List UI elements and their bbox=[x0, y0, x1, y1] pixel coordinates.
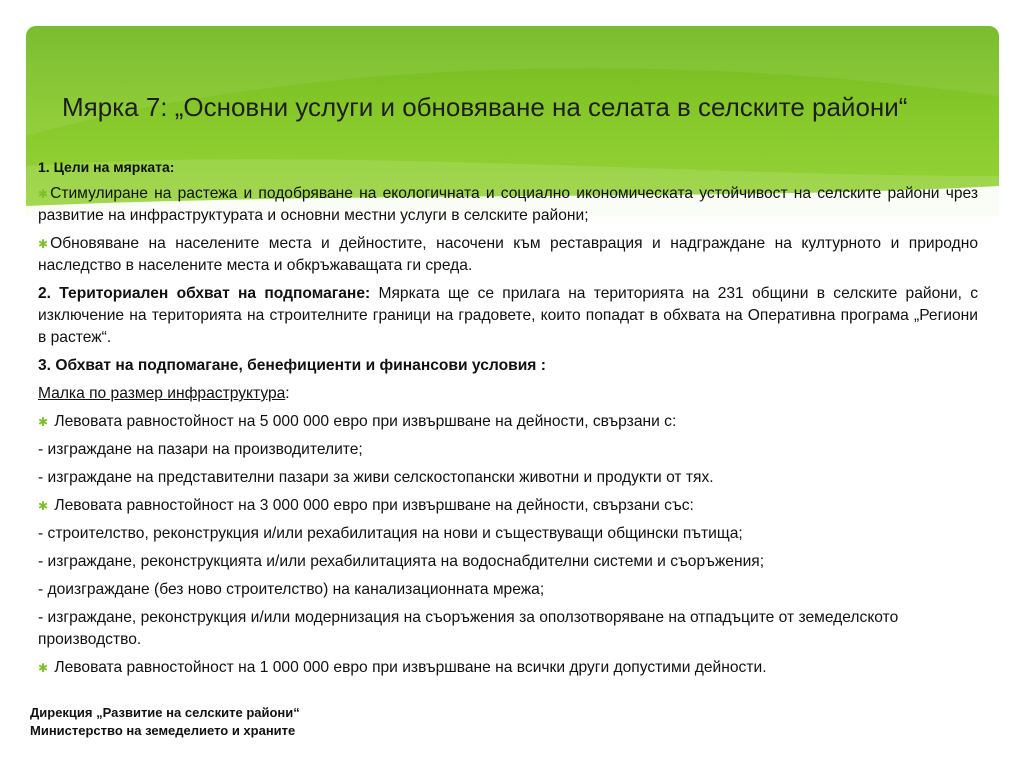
scope-paragraph bbox=[38, 283, 978, 349]
small-infra-colon: : bbox=[285, 385, 290, 402]
funding-item bbox=[38, 657, 978, 679]
bullet-star-icon: ✱ bbox=[38, 187, 49, 201]
slide-content bbox=[38, 156, 978, 685]
footer-ministry: Министерство на земеделието и храните bbox=[30, 723, 296, 738]
activity-line: - доизграждане (без ново строителство) на канализационната мрежа; bbox=[38, 581, 545, 598]
slide-title: Мярка 7: „Основни услуги и обновяване на селата в селските райони“ bbox=[62, 92, 908, 122]
small-infra-label: Малка по размер инфраструктура bbox=[38, 385, 286, 402]
scope-label: 2. Териториален обхват на подпомагане: bbox=[38, 285, 371, 302]
bullet-star-icon: ✱ bbox=[38, 415, 49, 429]
funding-item bbox=[38, 495, 978, 517]
section3-heading: 3. Обхват на подпомагане, бенефициенти и финансови условия : bbox=[38, 357, 546, 374]
activity-line: - строителство, реконструкция и/или рехабилитация на нови и съществуващи общински пътища; bbox=[38, 525, 743, 542]
goal-text: Обновяване на населените места и дейностите, насочени към реставрация и надграждане на културното и природно наследство в населените места и обкръжаващата ги среда. bbox=[38, 235, 978, 274]
activity-line: - изграждане на пазари на производителите; bbox=[38, 441, 363, 458]
small-infra-line bbox=[38, 383, 978, 405]
activity-line: - изграждане, реконструкция и/или модернизация на съоръжения за оползотворяване на отпадъците от земеделското производство. bbox=[38, 609, 899, 648]
goals-heading: 1. Цели на мярката: bbox=[38, 159, 175, 175]
activity-line: - изграждане, реконструкцията и/или рехабилитацията на водоснабдителни системи и съоръжения; bbox=[38, 553, 765, 570]
bullet-star-icon: ✱ bbox=[38, 661, 49, 675]
goal-item bbox=[38, 183, 978, 227]
bullet-star-icon: ✱ bbox=[38, 237, 49, 251]
scope-text: Мярката ще се прилага на територията на 231 общини в селските райони, с изключение на територията на строителните граници на градовете, които попадат в обхвата на Оперативна програма „Региони в растеж“. bbox=[38, 285, 979, 346]
footer-directorate: Дирекция „Развитие на селските райони“ bbox=[30, 705, 300, 720]
footer bbox=[30, 704, 300, 740]
goal-item bbox=[38, 233, 978, 277]
bullet-star-icon: ✱ bbox=[38, 499, 49, 513]
funding-text: Левовата равностойност на 1 000 000 евро при извършване на всички други допустими дейности. bbox=[50, 659, 767, 676]
funding-item bbox=[38, 411, 978, 433]
activity-line: - изграждане на представителни пазари за живи селскостопански животни и продукти от тях. bbox=[38, 469, 714, 486]
funding-text: Левовата равностойност на 5 000 000 евро при извършване на дейности, свързани с: bbox=[50, 413, 677, 430]
funding-text: Левовата равностойност на 3 000 000 евро при извършване на дейности, свързани със: bbox=[50, 497, 694, 514]
goal-text: Стимулиране на растежа и подобряване на екологичната и социално икономическата устойчивост на селските райони чрез развитие на инфраструктурата и основни местни услуги в селските райони; bbox=[38, 185, 978, 224]
